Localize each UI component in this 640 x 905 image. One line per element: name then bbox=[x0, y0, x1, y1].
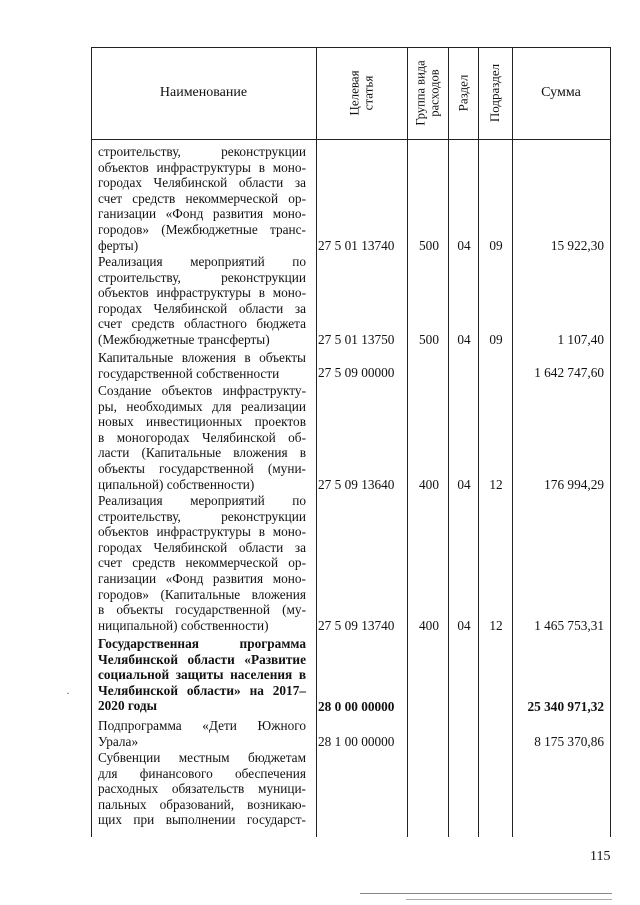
row-target-code: 28 1 00 00000 bbox=[318, 734, 395, 749]
row-section: 04 bbox=[457, 238, 471, 253]
row-name: Капитальные вложения в объекты государственной собственности bbox=[98, 350, 306, 381]
page-number: 115 bbox=[590, 849, 611, 864]
row-name: Реализация мероприятий по строительству, реконструкции объектов инфраструктуры в моно- городах Челябинской области за счет средств некоммерческой ор- ганизации «Фонд развития моно- городов» (Капитальные вложения в объекты государственной (му- ниципальной) собственности) bbox=[98, 493, 306, 633]
row-subsection: 09 bbox=[489, 238, 503, 253]
row-sum: 15 922,30 bbox=[550, 238, 604, 253]
row-name: Субвенции местным бюджетам для финансового обеспечения расходных обязательств муници- пальных образований, возникаю- щих при выполнении государст- bbox=[98, 750, 306, 828]
col-divider-section bbox=[448, 47, 449, 837]
col-divider-subsection bbox=[478, 47, 479, 837]
row-section: 04 bbox=[457, 477, 471, 492]
row-group: 400 bbox=[419, 477, 439, 492]
header-section-cell bbox=[448, 47, 478, 139]
row-target-code: 27 5 09 13640 bbox=[318, 477, 395, 492]
footer-rule bbox=[360, 893, 612, 894]
header-bottom-line bbox=[91, 139, 611, 140]
footer-rule-secondary bbox=[406, 899, 612, 900]
row-name: Подпрограмма «Дети Южного Урала» bbox=[98, 718, 306, 749]
header-sum: Сумма bbox=[541, 85, 581, 100]
budget-table bbox=[91, 47, 611, 837]
header-group: Группа вида расходов bbox=[413, 60, 442, 126]
header-subsection-cell bbox=[478, 47, 512, 139]
header-sum-cell bbox=[512, 47, 610, 139]
row-subsection: 12 bbox=[489, 618, 503, 633]
row-target-code: 27 5 01 13740 bbox=[318, 238, 395, 253]
row-group: 500 bbox=[419, 238, 439, 253]
row-group: 500 bbox=[419, 332, 439, 347]
row-group: 400 bbox=[419, 618, 439, 633]
table-border-right bbox=[610, 47, 611, 837]
row-sum: 176 994,29 bbox=[544, 477, 604, 492]
row-name: Реализация мероприятий по строительству, реконструкции объектов инфраструктуры в моно- городах Челябинской области за счет средств областного бюджета (Межбюджетные трансферты) bbox=[98, 254, 306, 347]
row-sum: 1 642 747,60 bbox=[534, 365, 604, 380]
table-border-left bbox=[91, 47, 92, 837]
row-name: Создание объектов инфраструкту- ры, необходимых для реализации новых инвестиционных проектов в моногородах Челябинской об- ласти (Капитальные вложения в объекты государственной (муни- ципальной) собственности) bbox=[98, 383, 306, 492]
col-divider-target bbox=[316, 47, 317, 837]
row-sum: 25 340 971,32 bbox=[527, 699, 604, 714]
row-section: 04 bbox=[457, 332, 471, 347]
header-section: Раздел bbox=[455, 74, 470, 112]
row-target-code: 28 0 00 00000 bbox=[318, 699, 395, 714]
row-target-code: 27 5 09 00000 bbox=[318, 365, 395, 380]
header-subsection: Подраздел bbox=[487, 63, 503, 123]
header-name-cell bbox=[91, 47, 316, 139]
row-sum: 1 107,40 bbox=[557, 332, 604, 347]
header-name: Наименование bbox=[159, 85, 248, 100]
row-sum: 1 465 753,31 bbox=[534, 618, 604, 633]
row-name-program: Государственная программа Челябинской области «Развитие социальной защиты населения в Челябинской области» на 2017– 2020 годы bbox=[98, 636, 306, 714]
row-name: строительству, реконструкции объектов инфраструктуры в моно- городах Челябинской области за счет средств некоммерческой ор- ганизации «Фонд развития моно- городов» (Межбюджетные транс- ферты) bbox=[98, 144, 306, 253]
col-divider-group bbox=[407, 47, 408, 837]
row-subsection: 12 bbox=[489, 477, 503, 492]
header-group-cell bbox=[407, 47, 448, 139]
margin-tick-mark: · bbox=[66, 686, 70, 700]
row-target-code: 27 5 09 13740 bbox=[318, 618, 395, 633]
header-target: Целевая статья bbox=[346, 70, 376, 116]
row-sum: 8 175 370,86 bbox=[534, 734, 604, 749]
row-target-code: 27 5 01 13750 bbox=[318, 332, 395, 347]
row-subsection: 09 bbox=[489, 332, 503, 347]
col-divider-sum bbox=[512, 47, 513, 837]
header-target-cell bbox=[316, 47, 407, 139]
row-section: 04 bbox=[457, 618, 471, 633]
